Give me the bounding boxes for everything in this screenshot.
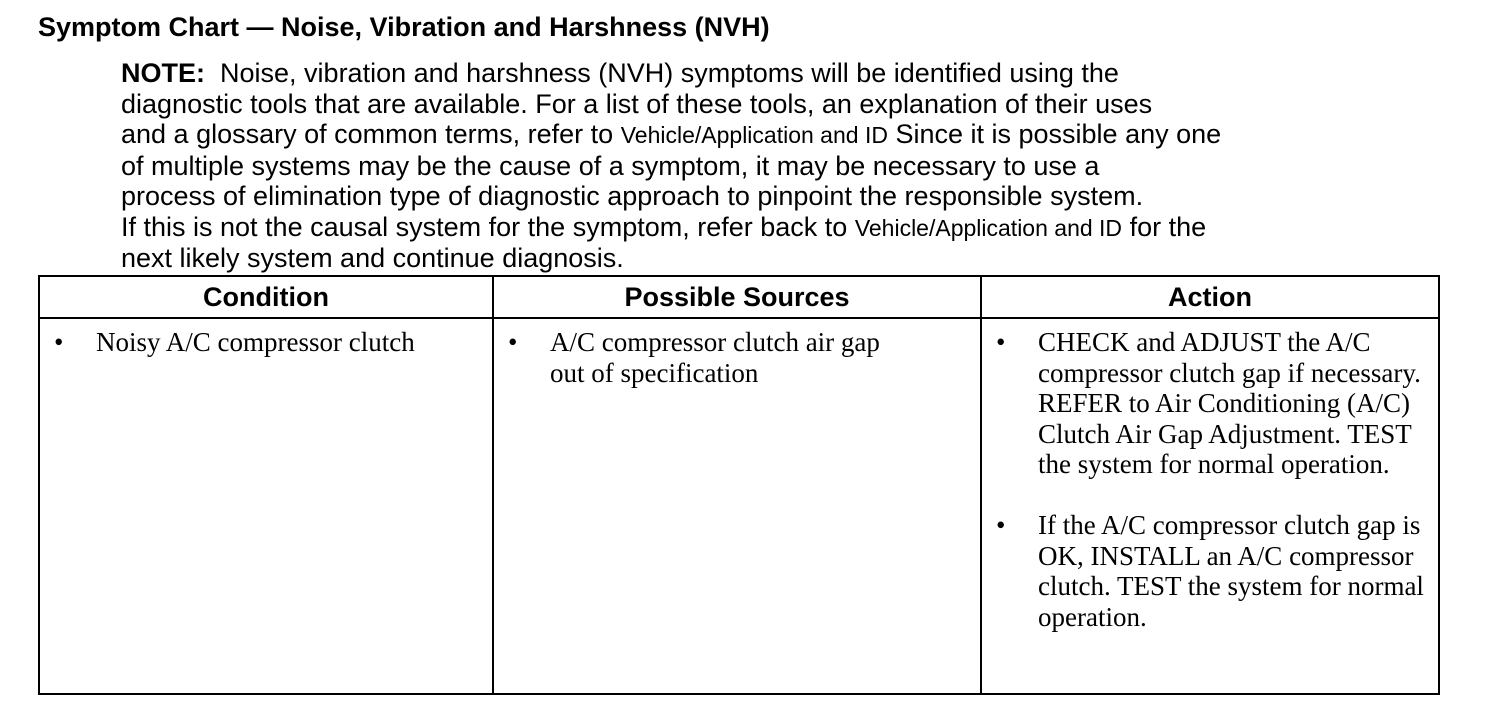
note-text: and a glossary of common terms, refer to [121,119,614,149]
bullet-icon: • [996,509,1006,540]
action-text: CHECK and ADJUST the A/C compressor clutch gap if necessary. REFER to Air Conditioning (A/C) Clutch Air Gap Adjustment. TEST the system for normal operation. [1038,327,1421,480]
table-header-row [39,276,1439,318]
note-text: Noise, vibration and harshness (NVH) symptoms will be identified using the [220,58,1119,88]
condition-text: Noisy A/C compressor clutch [96,327,415,357]
table-row [39,318,1439,694]
note-label: NOTE: [121,58,205,88]
condition-list [40,319,492,358]
sources-list [494,319,980,388]
list-item [40,327,492,358]
page-title: Symptom Chart — Noise, Vibration and Harshness (NVH) [38,12,770,42]
action-list [982,319,1438,632]
vehicle-application-reference: Vehicle/Application and ID [854,214,1123,241]
note-line: diagnostic tools that are available. For a list of these tools, an explanation of their uses [121,88,1153,119]
bullet-icon: • [996,327,1006,357]
note-line: of multiple systems may be the cause of a symptom, it may be necessary to use a [121,150,1100,181]
note-text: for the [1129,211,1207,242]
note-line [121,58,1451,89]
note-line [121,119,1451,151]
condition-header: Condition [39,276,493,318]
vehicle-application-reference: Vehicle/Application and ID [620,122,888,148]
condition-cell [39,318,493,694]
note-text: Since it is possible any one [895,119,1222,149]
action-cell [981,318,1439,694]
bullet-icon: • [508,327,518,357]
action-text: If the A/C compressor clutch gap is OK, INSTALL an A/C compressor clutch. TEST the system for normal operation. [1038,509,1424,632]
source-text: A/C compressor clutch air gap out of specification [550,327,880,388]
bullet-icon: • [54,327,64,357]
note-line: next likely system and continue diagnosis. [121,243,624,273]
list-item [494,327,980,388]
list-item [982,510,1438,632]
note-line: process of elimination type of diagnostic approach to pinpoint the responsible system. [121,181,1144,211]
possible-sources-header: Possible Sources [493,276,981,318]
note-line [121,212,1451,244]
list-item [982,327,1438,480]
note-text: If this is not the causal system for the symptom, refer back to [121,211,848,242]
possible-sources-cell [493,318,981,694]
note-paragraph [121,58,1451,274]
action-header: Action [981,276,1439,318]
symptom-table [38,275,1440,695]
